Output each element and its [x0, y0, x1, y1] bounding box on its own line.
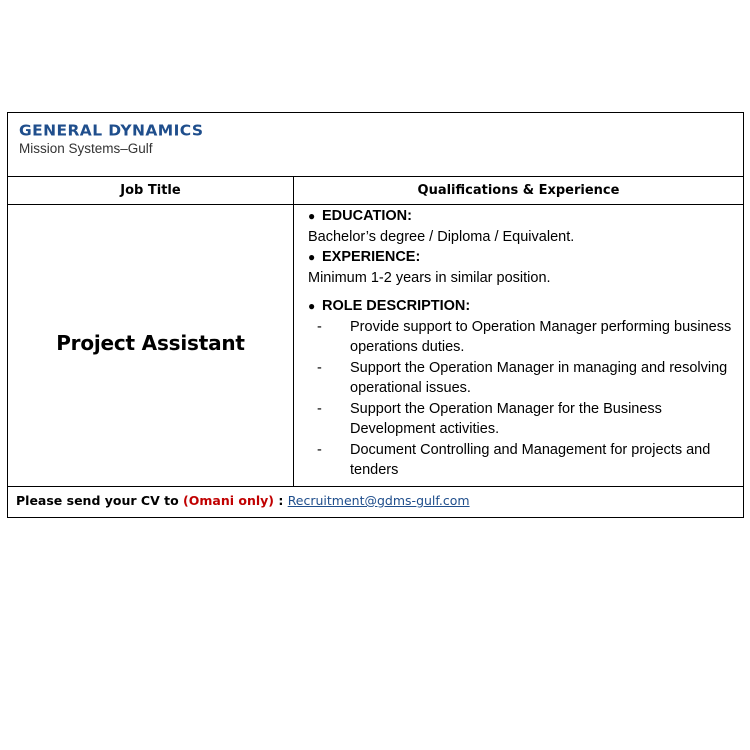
- footer-separator: :: [273, 493, 288, 508]
- header-qualifications: Qualifications & Experience: [294, 177, 744, 205]
- omani-only-note: (Omani only): [183, 493, 274, 508]
- table-row: [8, 205, 743, 487]
- experience-heading: ● EXPERIENCE:: [308, 247, 737, 268]
- bullet-icon: ●: [308, 250, 316, 264]
- job-title: Project Assistant: [56, 330, 245, 355]
- list-item: - Document Controlling and Management for projects and tenders: [309, 441, 711, 478]
- list-item: - Provide support to Operation Manager performing business operations duties.: [309, 318, 732, 355]
- education-heading: ● EDUCATION:: [308, 206, 737, 227]
- table-header-row: [8, 177, 743, 205]
- list-item: - Support the Operation Manager for the Business Development activities.: [309, 400, 662, 437]
- experience-text: Minimum 1-2 years in similar position.: [308, 269, 551, 286]
- job-advertisement: [7, 112, 744, 518]
- company-logo: GENERAL DYNAMICS: [19, 122, 204, 140]
- job-table: [8, 177, 743, 486]
- footer-prefix: Please send your CV to: [16, 493, 184, 508]
- qualifications-cell: [294, 205, 744, 487]
- role-list: [308, 317, 737, 481]
- division-name: Mission Systems–Gulf: [19, 141, 153, 156]
- footer-contact: [8, 486, 743, 517]
- list-item: - Support the Operation Manager in managing and resolving operational issues.: [309, 359, 728, 396]
- bullet-icon: ●: [308, 209, 316, 223]
- job-title-cell: [8, 205, 294, 487]
- education-text: Bachelor’s degree / Diploma / Equivalent.: [308, 228, 575, 245]
- bullet-icon: ●: [308, 299, 316, 313]
- header-job-title: Job Title: [8, 177, 294, 205]
- role-heading: ● ROLE DESCRIPTION:: [308, 296, 737, 317]
- logo-header: [8, 113, 743, 177]
- recruitment-email-link[interactable]: Recruitment@gdms-gulf.com: [287, 493, 470, 508]
